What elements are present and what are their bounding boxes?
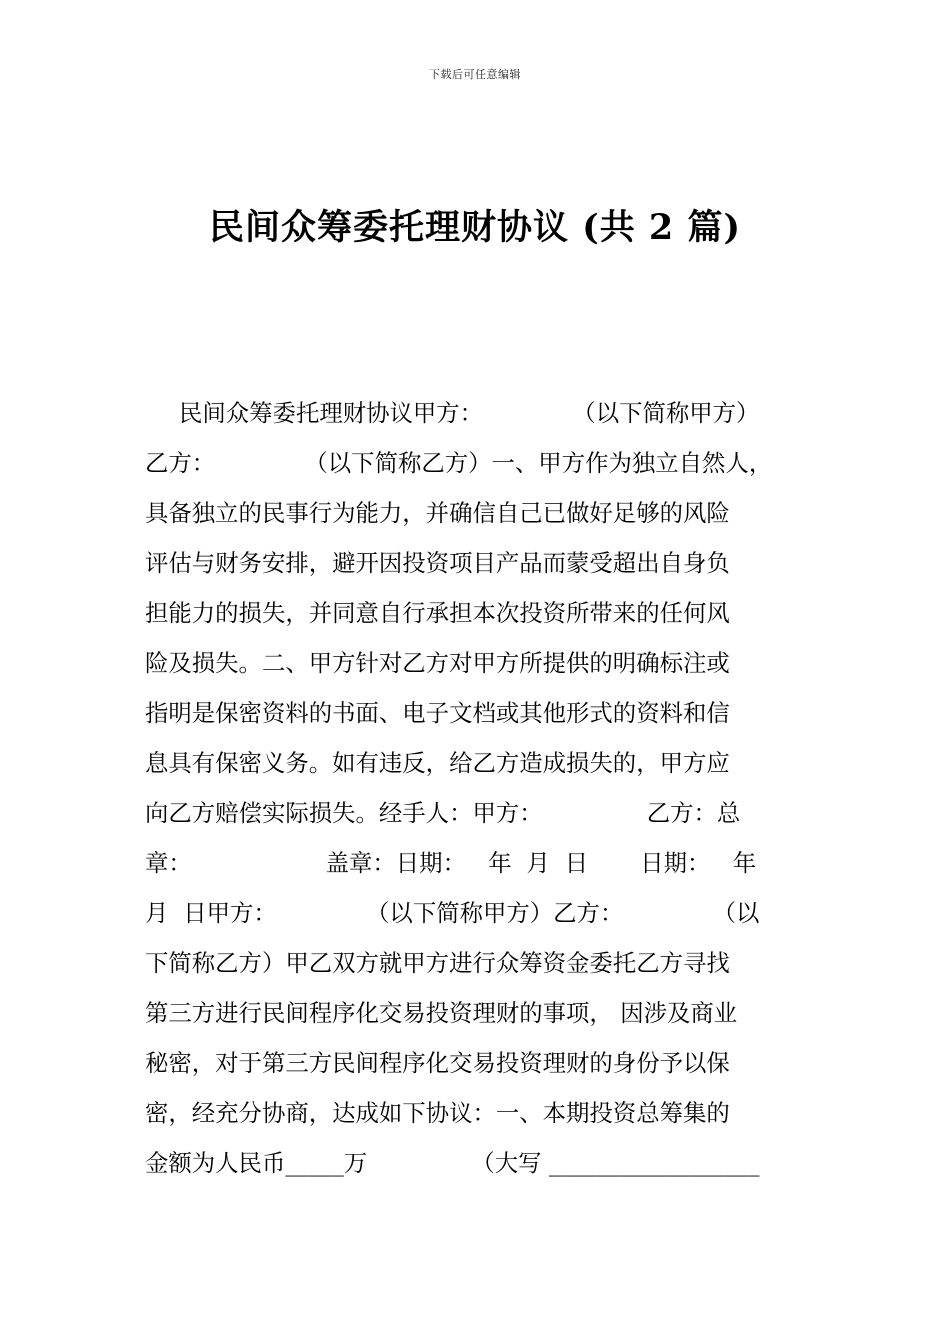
body-line: 乙方： （以下简称乙方）一、甲方作为独立自然人， [145,449,773,477]
header-note: 下载后可任意编辑 [429,68,521,81]
body-line: 民间众筹委托理财协议甲方： （以下简称甲方） [179,399,760,427]
document-title: 民间众筹委托理财协议 (共 2 篇) [208,207,742,248]
body-line: 具备独立的民事行为能力，并确信自己已做好足够的风险 [145,499,730,527]
body-line: 向乙方赔偿实际损失。经手人：甲方： 乙方：总 [145,799,741,827]
body-line: 第三方进行民间程序化交易投资理财的事项， 因涉及商业 [145,999,738,1027]
body-line: 密，经充分协商，达成如下协议：一、本期投资总筹集的 [145,1099,730,1127]
body-line: 下简称乙方）甲乙双方就甲方进行众筹资金委托乙方寻找 [145,949,730,977]
body-line: 评估与财务安排，避开因投资项目产品而蒙受超出自身负 [145,549,730,577]
body-line: 险及损失。二、甲方针对乙方对甲方所提供的明确标注或 [145,649,730,677]
body-line: 金额为人民币_____万 （大写 __________________ [145,1149,760,1177]
body-line: 指明是保密资料的书面、电子文档或其他形式的资料和信 [145,699,730,727]
document-body [145,388,810,1188]
body-line: 月 日甲方： （以下简称甲方）乙方： （以 [145,899,760,927]
body-line: 章： 盖章：日期： 年 月 日 日期： 年 [145,849,757,877]
body-line: 担能力的损失，并同意自行承担本次投资所带来的任何风 [145,599,730,627]
body-line: 秘密，对于第三方民间程序化交易投资理财的身份予以保 [145,1049,730,1077]
body-line: 息具有保密义务。如有违反，给乙方造成损失的，甲方应 [145,749,730,777]
